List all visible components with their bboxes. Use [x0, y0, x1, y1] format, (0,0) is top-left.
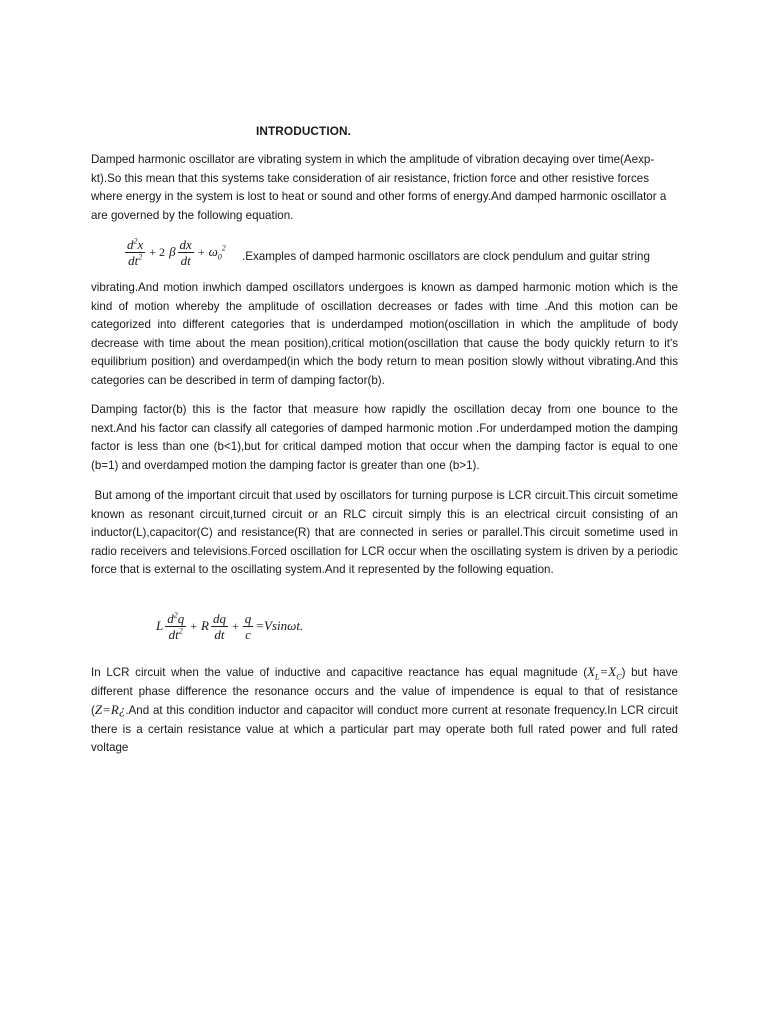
equation-trailing-text: .Examples of damped harmonic oscillators are clock pendulum and guitar string	[242, 250, 650, 263]
reactance-equality: $X_L=X_C$	[587, 664, 622, 682]
paragraph-damped-motion: vibrating.And motion inwhich damped oscillators undergoes is known as damped harmonic motion which is the kind of motion whereby the amplitude of oscillation decreases or fades with time .And this motion can be categorized into different categories that is underdamped motion(oscillation in which the amplitude of body decrease with time about the mean position),critical motion(oscillation that cause the body quickly return to it's equilibrium position) and overdamped(in which the body return to mean position slowly without vibrating.And this categories can be described in term of damping factor(b).	[91, 281, 678, 387]
fraction-first-derivative: $\frac{dx}{dt}$	[179, 237, 192, 268]
operator-plus: +	[190, 619, 198, 634]
paragraph-damping-factor: Damping factor(b) this is the factor that measure how rapidly the oscillation decay from one bounce to the next.And his factor can classify all categories of damped harmonic motion .For underdamped motion the damping factor is less than one (b<1),but for critical damped motion that occur when the damping factor is equal to one (b=1) and overdamped motion the damping factor is greater than one (b>1).	[91, 403, 678, 472]
equation-rhs: =Vsinωt.	[255, 618, 304, 634]
paragraph-lcr-circuit: But among of the important circuit that used by oscillators for turning purpose is LCR circuit.This circuit sometime known as resonant circuit,turned circuit or an RLC circuit simply this is an electrical circuit consisting of an inductor(L),capacitor(C) and resistance(R) that are connected in series or parallel.This circuit sometime used in radio receivers and televisions.Forced oscillation for LCR occur when the oscillating system is driven by a periodic force that is external to the oscillating system.And it represented by the following equation.	[91, 489, 682, 577]
beta-symbol: β	[169, 244, 176, 260]
inductance-symbol: L	[156, 618, 164, 634]
operator-plus: + 2	[149, 245, 166, 260]
equation-lcr	[156, 611, 303, 642]
fraction-first-derivative-q: $\frac{dq}{dt}$	[212, 611, 226, 642]
fraction-second-derivative-q: $\frac{d^2q}{dt^2}$	[167, 610, 185, 642]
impedance-equality: Z=R¿	[94, 702, 126, 718]
operator-plus: +	[231, 619, 239, 634]
paragraph-resonance: In LCR circuit when the value of inductive and capacitive reactance has equal magnitude $(X_L=X_C)$ but have different phase difference the resonance occurs and the value of impendence is equal to that of resistance (Z=R¿.And at this condition inductor and capacitor will conduct more current at resonate frequency.In LCR circuit there is a certain resistance value at which a particular part may operate both full rated power and full rated voltage	[91, 664, 678, 755]
equation-damped-oscillator	[125, 237, 226, 268]
fraction-second-derivative: $\frac{d^2x}{dt^2}$	[127, 236, 144, 268]
paragraph-intro: Damped harmonic oscillator are vibrating system in which the amplitude of vibration decaying over time(Aexp-kt).So this mean that this systems take consideration of air resistance, friction force and other resistive forces where energy in the system is lost to heat or sound and other forms of energy.And damped harmonic oscillator a are governed by the following equation.	[91, 153, 667, 222]
fraction-q-over-c: $\frac{q}{c}$	[244, 611, 252, 642]
operator-plus: +	[197, 245, 205, 260]
omega-term: $\omega_0^2$	[208, 243, 226, 262]
resistance-symbol: R	[201, 618, 209, 634]
page-title: INTRODUCTION.	[256, 124, 352, 138]
